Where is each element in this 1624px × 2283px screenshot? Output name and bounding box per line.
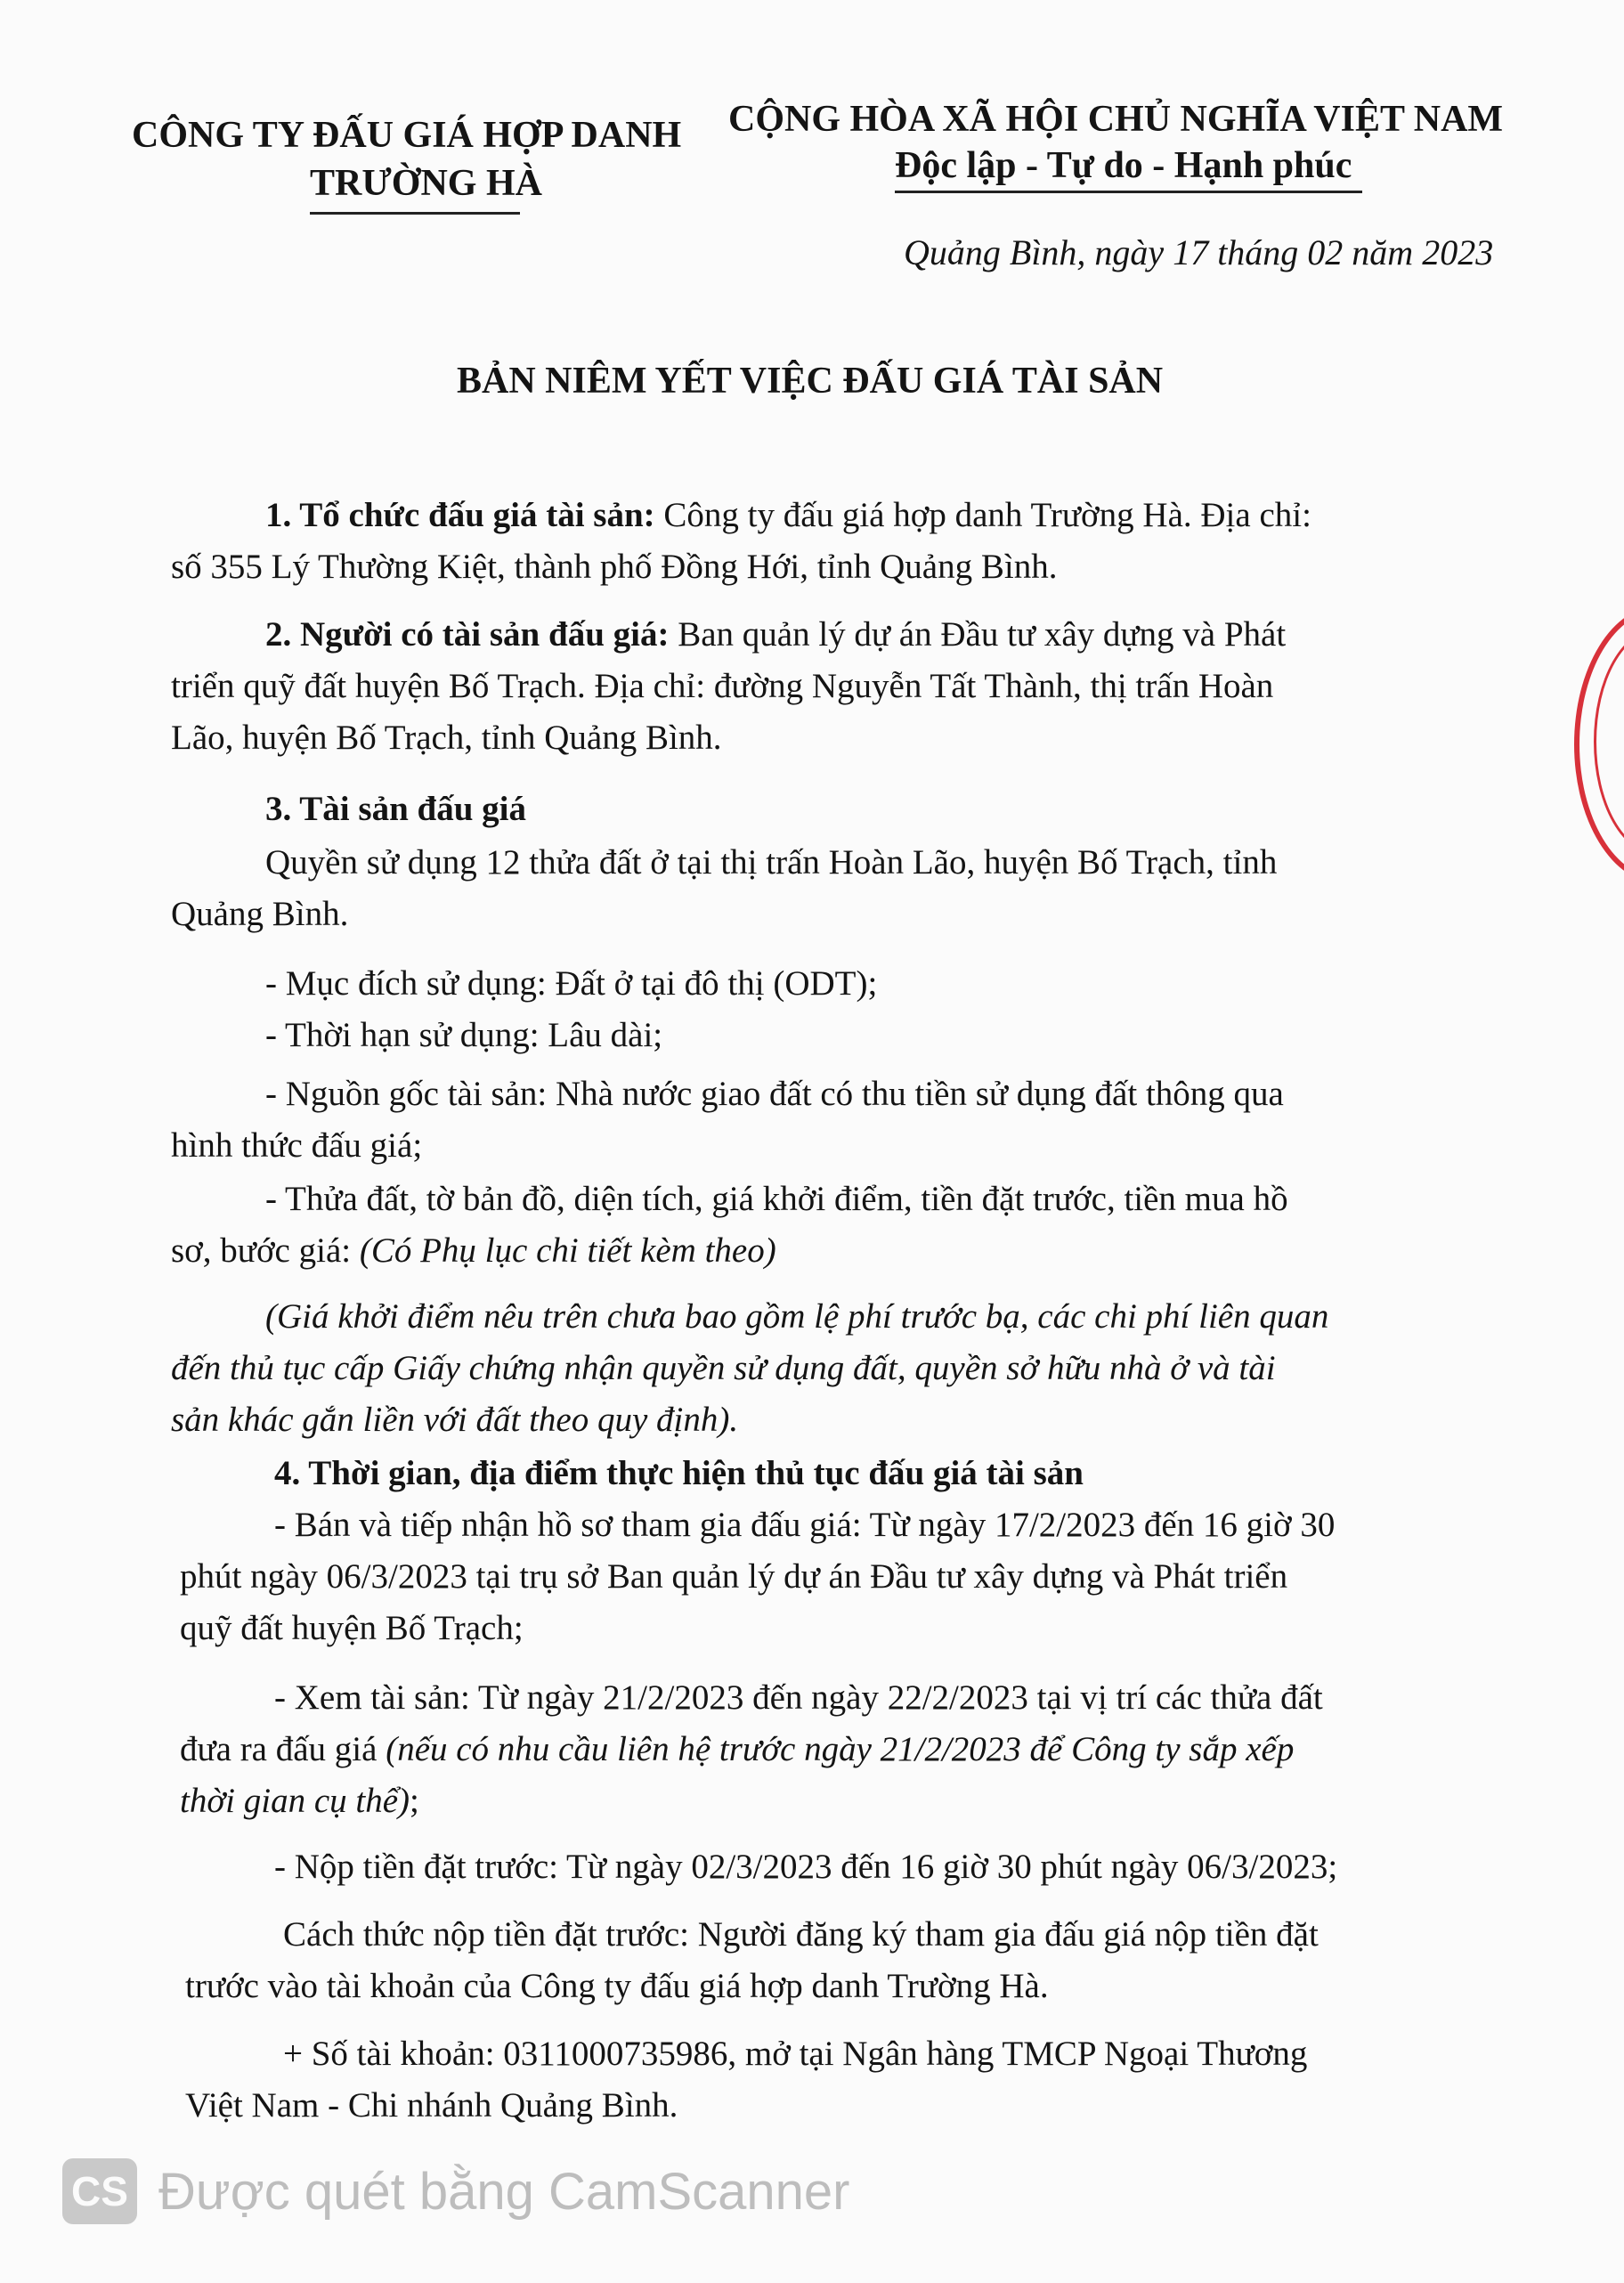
section-3-price-note-line1: (Giá khởi điểm nêu trên chưa bao gồm lệ phí trước bạ, các chi phí liên quan: [265, 1297, 1329, 1336]
section-3-line1: Quyền sử dụng 12 thửa đất ở tại thị trấn Hoàn Lão, huyện Bố Trạch, tỉnh: [265, 843, 1278, 882]
section-3-parcel-line1: - Thửa đất, tờ bản đồ, diện tích, giá khởi điểm, tiền đặt trước, tiền mua hồ: [265, 1180, 1288, 1218]
section-3-term: - Thời hạn sử dụng: Lâu dài;: [265, 1016, 663, 1054]
national-motto: Độc lập - Tự do - Hạnh phúc: [895, 145, 1352, 186]
section-4-view-line3: [180, 1781, 419, 1821]
section-1-label: 1. Tổ chức đấu giá tài sản:: [265, 496, 655, 534]
section-3-label: 3. Tài sản đấu giá: [265, 790, 526, 828]
section-3-parcel-text: sơ, bước giá:: [171, 1231, 360, 1270]
section-4-deposit: - Nộp tiền đặt trước: Từ ngày 02/3/2023 đến 16 giờ 30 phút ngày 06/3/2023;: [274, 1848, 1338, 1886]
section-4-view-line1: - Xem tài sản: Từ ngày 21/2/2023 đến ngày 22/2/2023 tại vị trí các thửa đất: [274, 1678, 1323, 1717]
section-1-line1: [265, 495, 1311, 535]
section-4-view-note1: (nếu có nhu cầu liên hệ trước ngày 21/2/2023 để Công ty sắp xếp: [386, 1730, 1295, 1768]
camscanner-watermark: [62, 2158, 850, 2224]
section-3-purpose: - Mục đích sử dụng: Đất ở tại đô thị (ODT);: [265, 964, 878, 1003]
section-3-line2: Quảng Bình.: [171, 895, 349, 933]
company-underline: [310, 212, 520, 215]
section-3-parcel-line2: [171, 1231, 776, 1271]
document-date: Quảng Bình, ngày 17 tháng 02 năm 2023: [904, 232, 1494, 272]
section-3-origin-line1: - Nguồn gốc tài sản: Nhà nước giao đất có thu tiền sử dụng đất thông qua: [265, 1075, 1284, 1113]
section-2-line1: [265, 614, 1286, 654]
section-4-sale-line1: - Bán và tiếp nhận hồ sơ tham gia đấu giá: Từ ngày 17/2/2023 đến 16 giờ 30: [274, 1506, 1336, 1544]
camscanner-watermark-text: Được quét bằng CamScanner: [158, 2162, 850, 2221]
camscanner-logo-icon: CS: [62, 2158, 137, 2224]
section-4-view-note2: thời gian cụ thể): [180, 1782, 410, 1820]
section-4-view-line2: [180, 1729, 1294, 1769]
section-4-account-line1: + Số tài khoản: 0311000735986, mở tại Ngân hàng TMCP Ngoại Thương: [283, 2035, 1308, 2073]
section-4-label: 4. Thời gian, địa điểm thực hiện thủ tục đấu giá tài sản: [274, 1454, 1084, 1492]
document-title: BẢN NIÊM YẾT VIỆC ĐẤU GIÁ TÀI SẢN: [457, 361, 1164, 402]
company-name-line1: CÔNG TY ĐẤU GIÁ HỢP DANH: [132, 115, 682, 156]
section-2-line3: Lão, huyện Bố Trạch, tỉnh Quảng Bình.: [171, 719, 722, 757]
company-name-line2: TRƯỜNG HÀ: [310, 163, 542, 204]
section-1-line2: số 355 Lý Thường Kiệt, thành phố Đồng Hới, tỉnh Quảng Bình.: [171, 548, 1058, 586]
section-3-price-note-line2: đến thủ tục cấp Giấy chứng nhận quyền sử dụng đất, quyền sở hữu nhà ở và tài: [171, 1349, 1276, 1387]
section-2-text1: Ban quản lý dự án Đầu tư xây dựng và Phát: [669, 615, 1287, 654]
motto-underline: [895, 191, 1362, 193]
section-3-price-note-line3: sản khác gắn liền với đất theo quy định).: [171, 1401, 739, 1439]
section-2-label: 2. Người có tài sản đấu giá:: [265, 615, 670, 654]
section-3-origin-line2: hình thức đấu giá;: [171, 1126, 423, 1165]
section-4-view-text: đưa ra đấu giá: [180, 1730, 386, 1768]
section-2-line2: triển quỹ đất huyện Bố Trạch. Địa chỉ: đường Nguyễn Tất Thành, thị trấn Hoàn: [171, 667, 1274, 705]
section-4-method-line2: trước vào tài khoản của Công ty đấu giá hợp danh Trường Hà.: [185, 1967, 1049, 2005]
section-4-method-line1: Cách thức nộp tiền đặt trước: Người đăng ký tham gia đấu giá nộp tiền đặt: [283, 1915, 1319, 1954]
section-3-appendix-note: (Có Phụ lục chi tiết kèm theo): [359, 1231, 776, 1270]
nation-name: CỘNG HÒA XÃ HỘI CHỦ NGHĨA VIỆT NAM: [728, 99, 1504, 140]
section-1-text1: Công ty đấu giá hợp danh Trường Hà. Địa chỉ:: [654, 496, 1311, 534]
section-4-sale-line3: quỹ đất huyện Bố Trạch;: [180, 1609, 524, 1647]
section-4-account-line2: Việt Nam - Chi nhánh Quảng Bình.: [185, 2086, 678, 2125]
section-4-sale-line2: phút ngày 06/3/2023 tại trụ sở Ban quản lý dự án Đầu tư xây dựng và Phát triển: [180, 1557, 1288, 1596]
section-4-view-end: ;: [410, 1782, 419, 1820]
